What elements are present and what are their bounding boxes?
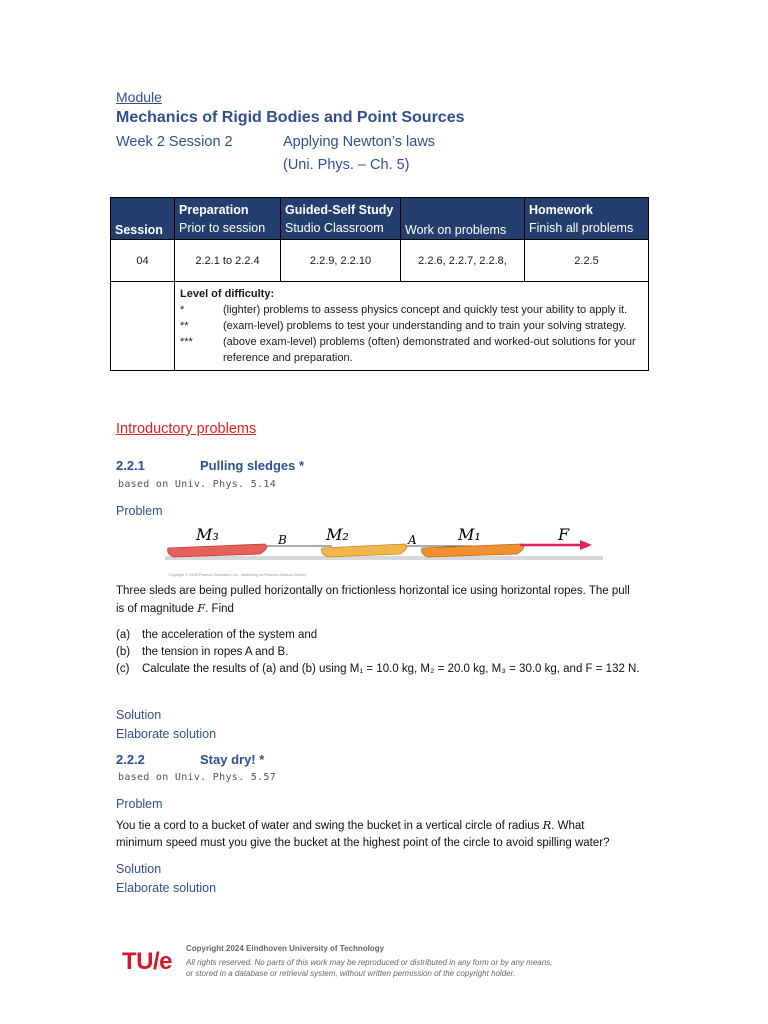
cell-prep: 2.2.1 to 2.2.4 — [175, 240, 281, 282]
intro-heading[interactable]: Introductory problems — [116, 421, 257, 437]
ice-ground — [165, 556, 603, 560]
footer-rights: All rights reserved. No parts of this work may be reproduced or distributed in any form or by any means, or stored in a database or retrieval system, without written permission of the copyright holder. — [186, 958, 553, 978]
cell-guided: 2.2.9, 2.2.10 — [281, 240, 401, 282]
cell-session: 04 — [111, 240, 175, 282]
label-m1: M₁ — [458, 525, 481, 544]
problem-1-source: based on Univ. Phys. 5.14 — [118, 479, 277, 490]
problem-1-problem-label[interactable]: Problem — [116, 504, 163, 518]
tue-logo: TU/e — [122, 948, 173, 975]
problem-1-solution-link[interactable]: Solution — [116, 708, 162, 722]
label-f: F — [558, 525, 570, 544]
module-label[interactable]: Module — [116, 89, 162, 105]
problem-2-text: You tie a cord to a bucket of water and swing the bucket in a vertical circle of radius R. What minimum speed must you give the bucket at the highest point of the circle to avoid spilling water? — [116, 818, 610, 849]
module-title: Mechanics of Rigid Bodies and Point Sources — [116, 109, 465, 126]
problem-2-source: based on Univ. Phys. 5.57 — [118, 772, 277, 783]
difficulty-level-1: * (lighter) problems to assess physics concept and quickly test your ability to apply it. — [180, 304, 628, 316]
week-session: Week 2 Session 2 — [116, 134, 233, 150]
difficulty-level-2: ** (exam-level) problems to test your understanding and to train your solving strategy. — [180, 320, 627, 332]
label-m2: M₂ — [326, 525, 349, 544]
schedule-data-row — [111, 240, 649, 282]
problem-1-elaborate-link[interactable]: Elaborate solution — [116, 727, 217, 741]
sled-2 — [322, 544, 407, 557]
header-guided: Guided-Self Study Studio Classroom — [281, 198, 401, 240]
label-a: A — [408, 533, 417, 547]
header-preparation: Preparation Prior to session — [175, 198, 281, 240]
cell-empty — [111, 282, 175, 371]
label-b: B — [278, 533, 287, 547]
topic-reference: (Uni. Phys. – Ch. 5) — [283, 157, 410, 173]
header-session: Session — [111, 198, 175, 240]
difficulty-title: Level of difficulty: — [180, 288, 275, 300]
problem-2-number: 2.2.2 — [116, 752, 145, 767]
problem-2-title: Stay dry! * — [200, 752, 265, 767]
header-homework: Homework Finish all problems — [525, 198, 649, 240]
list-item: (c) Calculate the results of (a) and (b) using M₁ = 10.0 kg, M₂ = 20.0 kg, M₃ = 30.0 kg, and F = 132 N. — [116, 663, 640, 675]
label-m3: M₃ — [196, 525, 219, 544]
problem-2-elaborate-link[interactable]: Elaborate solution — [116, 881, 217, 895]
difficulty-legend — [175, 282, 649, 371]
problem-1-number: 2.2.1 — [116, 458, 145, 473]
cell-homework: 2.2.5 — [525, 240, 649, 282]
figure-credit: Copyright © 2008 Pearson Education, Inc., publishing as Pearson Addison-Wesley — [168, 573, 307, 577]
problem-2-solution-link[interactable]: Solution — [116, 862, 162, 876]
difficulty-row — [111, 282, 649, 371]
problem-1-text: Three sleds are being pulled horizontally on frictionless horizontal ice using horizontal ropes. The pull is of magnitude F. Find — [116, 585, 630, 615]
force-arrow-head — [580, 540, 592, 550]
topic-title: Applying Newton’s laws — [283, 134, 436, 150]
difficulty-level-3: *** (above exam-level) problems (often) demonstrated and worked-out solutions for your reference and preparation. — [180, 336, 636, 364]
list-item: (a) the acceleration of the system and — [116, 629, 318, 641]
header-work: Work on problems — [401, 198, 525, 240]
cell-work: 2.2.6, 2.2.7, 2.2.8, — [401, 240, 525, 282]
schedule-table — [110, 197, 649, 371]
problem-2-problem-label[interactable]: Problem — [116, 797, 163, 811]
sled-3 — [168, 544, 267, 557]
schedule-header-row — [111, 198, 649, 240]
list-item: (b) the tension in ropes A and B. — [116, 646, 289, 658]
sleds-figure — [160, 520, 610, 580]
problem-1-title: Pulling sledges * — [200, 458, 305, 473]
footer-copyright: Copyright 2024 Eindhoven University of Technology — [186, 944, 385, 953]
problem-1-list — [116, 627, 656, 678]
